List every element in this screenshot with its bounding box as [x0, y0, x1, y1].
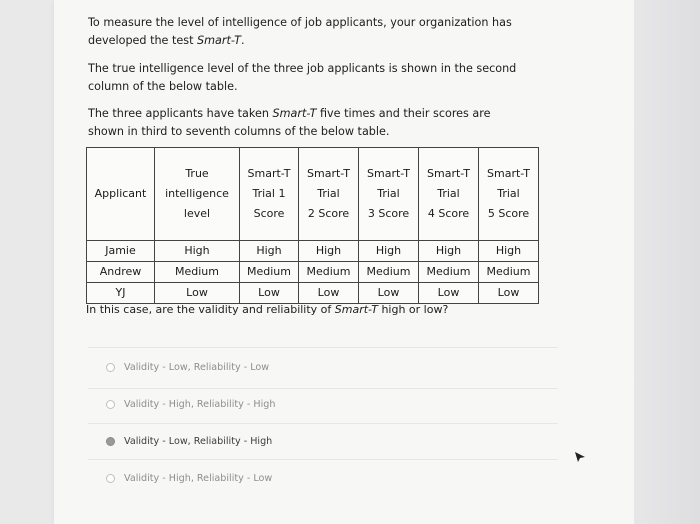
radio-button[interactable] — [106, 363, 115, 372]
header-trial-4: Smart-T Trial 4 Score — [419, 148, 479, 241]
score-cell: High — [479, 241, 539, 262]
header-trial-5: Smart-T Trial 5 Score — [479, 148, 539, 241]
score-cell: Low — [359, 283, 419, 304]
score-cell: High — [240, 241, 299, 262]
header-trial-1: Smart-T Trial 1 Score — [240, 148, 299, 241]
option-label: Validity - Low, Reliability - High — [124, 436, 273, 447]
score-cell: Low — [240, 283, 299, 304]
answer-option-1[interactable] — [106, 362, 269, 373]
table-row — [87, 241, 539, 262]
radio-button[interactable] — [106, 400, 115, 409]
divider — [88, 423, 558, 424]
table-row — [87, 283, 539, 304]
option-label: Validity - High, Reliability - Low — [124, 473, 273, 484]
applicant-name: Jamie — [87, 241, 155, 262]
score-cell: High — [359, 241, 419, 262]
divider — [88, 347, 558, 348]
score-cell: High — [419, 241, 479, 262]
answer-option-4[interactable] — [106, 473, 272, 484]
header-trial-2: Smart-T Trial 2 Score — [299, 148, 359, 241]
header-applicant: Applicant — [87, 148, 155, 241]
score-cell: Medium — [419, 262, 479, 283]
score-cell: Medium — [359, 262, 419, 283]
mouse-cursor-icon — [574, 451, 586, 463]
scores-table — [86, 147, 539, 304]
applicant-name: Andrew — [87, 262, 155, 283]
divider — [88, 388, 558, 389]
score-cell: Low — [479, 283, 539, 304]
score-cell: Medium — [479, 262, 539, 283]
score-cell: Medium — [299, 262, 359, 283]
radio-button[interactable] — [106, 474, 115, 483]
true-level: High — [155, 241, 240, 262]
true-level: Low — [155, 283, 240, 304]
divider — [88, 459, 558, 460]
radio-button-selected[interactable] — [106, 437, 115, 446]
intro-paragraph-1: To measure the level of intelligence of job applicants, your organization has developed the test Smart-T. — [88, 16, 512, 47]
score-cell: High — [299, 241, 359, 262]
table-header-row — [87, 148, 539, 241]
answer-option-3[interactable] — [106, 436, 272, 447]
option-label: Validity - Low, Reliability - Low — [124, 362, 270, 373]
option-label: Validity - High, Reliability - High — [124, 399, 276, 410]
score-cell: Medium — [240, 262, 299, 283]
header-true-level: True intelligence level — [155, 148, 240, 241]
true-level: Medium — [155, 262, 240, 283]
score-cell: Low — [299, 283, 359, 304]
background-edge — [634, 0, 700, 524]
applicant-name: YJ — [87, 283, 155, 304]
table-row — [87, 262, 539, 283]
score-cell: Low — [419, 283, 479, 304]
intro-paragraph-3: The three applicants have taken Smart-T five times and their scores are shown in third to seventh columns of the below table. — [88, 107, 491, 138]
question-text: In this case, are the validity and reliability of Smart-T high or low? — [86, 303, 449, 316]
intro-paragraph-2: The true intelligence level of the three job applicants is shown in the second column of the below table. — [88, 62, 517, 93]
header-trial-3: Smart-T Trial 3 Score — [359, 148, 419, 241]
answer-option-2[interactable] — [106, 399, 275, 410]
